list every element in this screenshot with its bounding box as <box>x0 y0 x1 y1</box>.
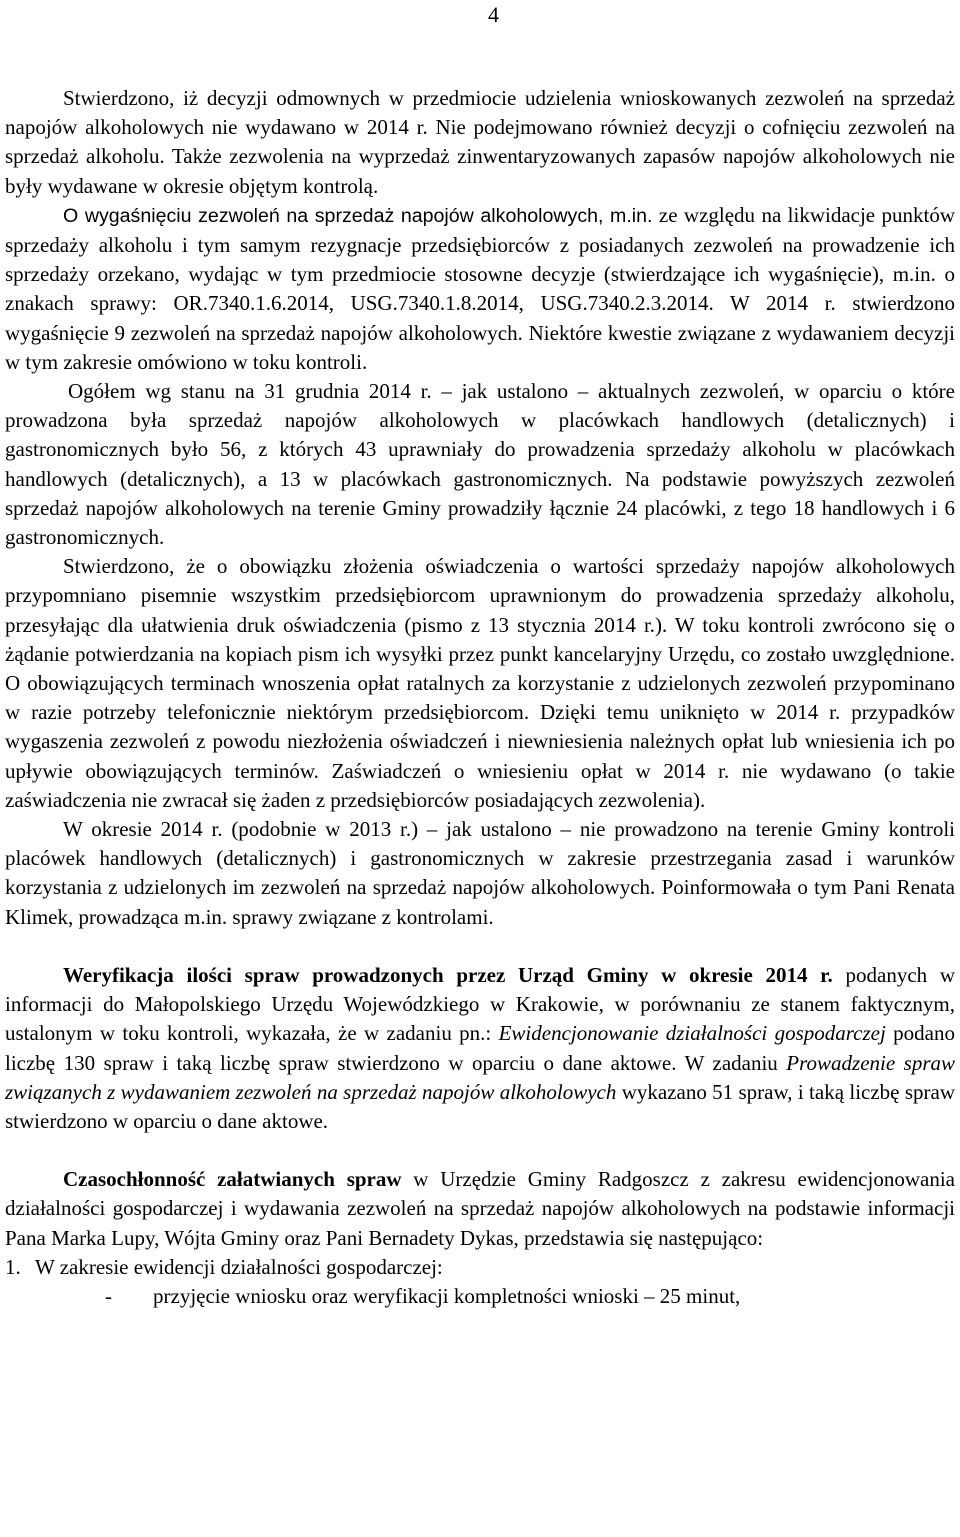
list-subitem <box>5 1282 955 1311</box>
paragraph-expiry-lead: O wygaśnięciu zezwoleń na sprzedaż napojów alkoholowych, m.in. <box>63 204 653 227</box>
list-item-text: W zakresie ewidencji działalności gospodarczej: <box>35 1254 443 1279</box>
dash-mark: - <box>105 1283 112 1308</box>
list-number: 1. <box>5 1254 21 1279</box>
list-subitem-text: przyjęcie wniosku oraz weryfikacji kompletności wnioski – 25 minut, <box>153 1283 741 1308</box>
list-item <box>5 1253 955 1282</box>
task-name-business-registry: Ewidencjonowanie działalności gospodarczej <box>498 1021 886 1046</box>
paragraph-statements: Stwierdzono, że o obowiązku złożenia oświadczenia o wartości sprzedaży napojów alkoholowych przypomniano pisemnie wszystkim przedsiębiorcom uprawnionym do prowadzenia sprzedaży alkoholu, przesyłając dla ułatwienia druk oświadczenia (pismo z 13 stycznia 2014 r.). W toku kontroli zwrócono się o żądanie potwierdzania na kopiach pism ich wysyłki przez punkt kancelaryjny Urzędu, co zostało uwzględnione. O obowiązujących terminach wnoszenia opłat ratalnych za korzystanie z udzielonych zezwoleń przypominano w razie potrzeby telefonicznie niektórym przedsiębiorcom. Dzięki temu uniknięto w 2014 r. przypadków wygaszenia zezwoleń z powodu niezłożenia oświadczeń i niewniesienia należnych opłat lub wniesienia ich po upływie obowiązujących terminów. Zaświadczeń o wniesieniu opłat w 2014 r. nie wydawano (o takie zaświadczenia nie zwracał się żaden z przedsiębiorców posiadających zezwolenia). <box>5 554 955 812</box>
paragraph-time-consumption <box>5 1165 955 1253</box>
list-dash <box>5 1282 153 1311</box>
spacer <box>5 1136 955 1165</box>
document-body <box>5 84 955 1311</box>
verification-text-a: podanych w informacji do Małopolskiego Urzędu Wojewódzkiego w Krakowie, w porównaniu ze stanem faktycznym, ustalonym w toku kontroli, wykazała, że w zadaniu pn.: <box>5 962 955 1046</box>
verification-text-c: wykazano 51 spraw, i taką liczbę spraw stwierdzono w oparciu o dane aktowe. <box>5 1079 955 1133</box>
spacer <box>5 932 955 961</box>
paragraph-expiry-text: ze względu na likwidacje punktów sprzedaży alkoholu i tym samym rezygnacje przedsiębiorców z posiadanych zezwoleń na prowadzenie ich sprzedaży orzekano, wydając w tym przedmiocie stosowne decyzje (stwierdzające ich wygaśnięcie), m.in. o znakach sprawy: OR.7340.1.6.2014, USG.7340.1.8.2014, USG.7340.2.3.2014. W 2014 r. stwierdzono wygaśnięcie 9 zezwoleń na sprzedaż napojów alkoholowych. Niektóre kwestie związane z wydawaniem decyzji w tym zakresie omówiono w toku kontroli. <box>5 202 955 374</box>
paragraph-verification <box>5 961 955 1136</box>
paragraph-expiry <box>5 201 955 377</box>
time-consumption-text: w Urzędzie Gminy Radgoszcz z zakresu ewidencjonowania działalności gospodarczej i wydawania zezwoleń na sprzedaż napojów alkoholowych na podstawie informacji Pana Marka Lupy, Wójta Gminy oraz Pani Bernadety Dykas, przedstawia się następująco: <box>5 1167 955 1250</box>
verification-heading: Weryfikacja ilości spraw prowadzonych przez Urząd Gminy w okresie 2014 r. <box>63 962 833 987</box>
paragraph-inspections: W okresie 2014 r. (podobnie w 2013 r.) – jak ustalono – nie prowadzono na terenie Gminy kontroli placówek handlowych (detalicznych) i gastronomicznych w zakresie przestrzegania zasad i warunków korzystania z udzielonych im zezwoleń na sprzedaż napojów alkoholowych. Poinformowała o tym Pani Renata Klimek, prowadząca m.in. sprawy związane z kontrolami. <box>5 817 955 929</box>
paragraph-decisions: Stwierdzono, iż decyzji odmownych w przedmiocie udzielenia wnioskowanych zezwoleń na sprzedaż napojów alkoholowych nie wydawano w 2014 r. Nie podejmowano również decyzji o cofnięciu zezwoleń na sprzedaż alkoholu. Także zezwolenia na wyprzedaż zinwentaryzowanych zapasów napojów alkoholowych nie były wydawane w okresie objętym kontrolą. <box>5 86 955 198</box>
paragraph-permits-count: Ogółem wg stanu na 31 grudnia 2014 r. – jak ustalono – aktualnych zezwoleń, w oparciu o które prowadzona była sprzedaż napojów alkoholowych w placówkach handlowych (detalicznych) i gastronomicznych było 56, z których 43 uprawniały do prowadzenia sprzedaży alkoholu w placówkach handlowych (detalicznych), a 13 w placówkach gastronomicznych. Na podstawie powyższych zezwoleń sprzedaż napojów alkoholowych na terenie Gminy prowadziły łącznie 24 placówki, z tego 18 handlowych i 6 gastronomicznych. <box>5 379 955 550</box>
verification-text-b: podano liczbę 130 spraw i taką liczbę spraw stwierdzono w oparciu o dane aktowe. W zadaniu <box>5 1021 955 1075</box>
time-consumption-heading: Czasochłonność załatwianych spraw <box>63 1167 402 1192</box>
page-number: 4 <box>488 2 499 27</box>
task-name-alcohol-permits: Prowadzenie spraw związanych z wydawaniem zezwoleń na sprzedaż napojów alkoholowych <box>5 1050 956 1104</box>
